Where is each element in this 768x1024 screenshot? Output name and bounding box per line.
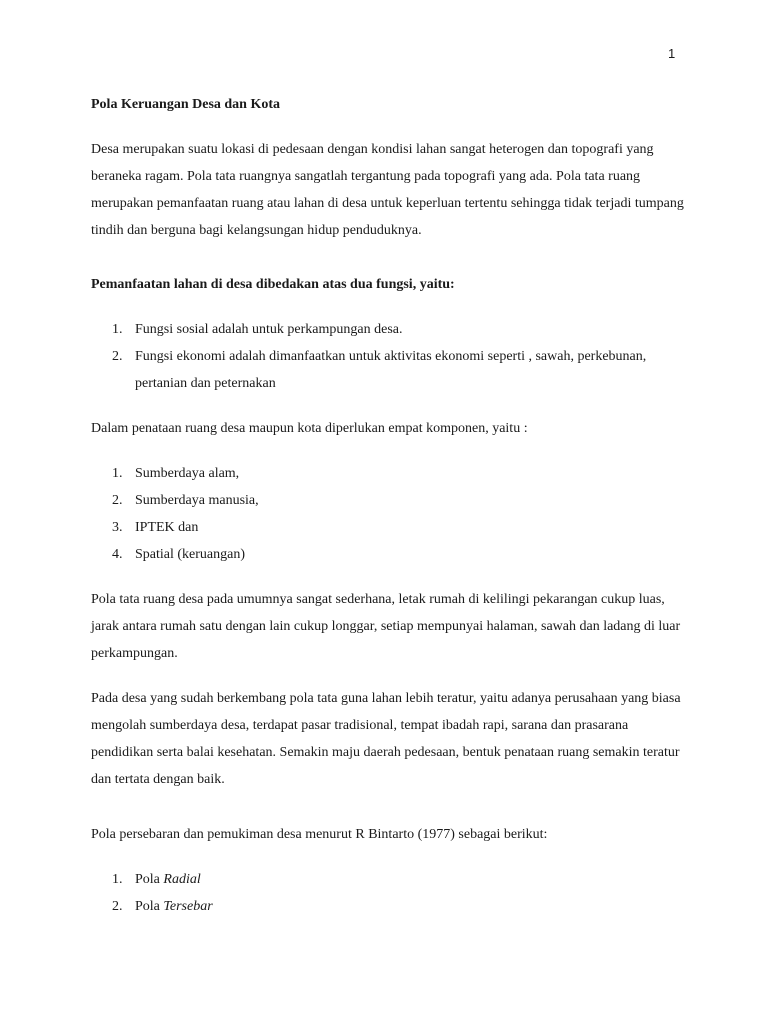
list-number: 1.: [112, 872, 123, 887]
fungsi-list: [91, 316, 691, 397]
berkembang-paragraph: Pada desa yang sudah berkembang pola tata guna lahan lebih teratur, yaitu adanya perusahaan yang biasa mengolah sumberdaya desa, terdapat pasar tradisional, tempat ibadah rapi, sarana dan prasarana pendidikan serta balai kesehatan. Semakin maju daerah pedesaan, bentuk penataan ruang semakin teratur dan tertata dengan baik.: [91, 691, 681, 787]
list-number: 2.: [112, 349, 123, 364]
list-number: 4.: [112, 547, 123, 562]
komponen-list: [91, 460, 691, 568]
komponen-intro: Dalam penataan ruang desa maupun kota diperlukan empat komponen, yaitu :: [91, 421, 528, 436]
list-term: Tersebar: [163, 899, 213, 914]
list-number: 2.: [112, 899, 123, 914]
list-prefix: Pola: [135, 872, 164, 887]
persebaran-intro: Pola persebaran dan pemukiman desa menurut R Bintarto (1977) sebagai berikut:: [91, 827, 548, 842]
list-number: 1.: [112, 322, 123, 337]
list-text: Spatial (keruangan): [135, 547, 246, 562]
document-title: Pola Keruangan Desa dan Kota: [91, 97, 281, 112]
list-text: Sumberdaya alam,: [135, 466, 240, 481]
list-item: [91, 541, 691, 568]
page-number: 1: [668, 46, 676, 61]
document-body: [91, 91, 691, 938]
list-text: Fungsi ekonomi adalah dimanfaatkan untuk aktivitas ekonomi seperti , sawah, perkebunan, pertanian dan peternakan: [135, 349, 647, 391]
list-item: [91, 487, 691, 514]
list-term: Radial: [163, 872, 201, 887]
list-text: IPTEK dan: [135, 520, 199, 535]
fungsi-heading: Pemanfaatan lahan di desa dibedakan atas dua fungsi, yaitu:: [91, 277, 455, 292]
list-item: [91, 866, 691, 893]
intro-paragraph: Desa merupakan suatu lokasi di pedesaan dengan kondisi lahan sangat heterogen dan topografi yang beraneka ragam. Pola tata ruangnya sangatlah tergantung pada topografi yang ada. Pola tata ruang merupakan pemanfaatan ruang atau lahan di desa untuk keperluan tertentu sehingga tidak terjadi tumpang tindih dan berguna bagi kelangsungan hidup penduduknya.: [91, 142, 684, 238]
list-item: [91, 316, 691, 343]
list-number: 1.: [112, 466, 123, 481]
list-text: Sumberdaya manusia,: [135, 493, 259, 508]
list-item: [91, 460, 691, 487]
list-item: [91, 514, 691, 541]
pola-tata-paragraph: Pola tata ruang desa pada umumnya sangat sederhana, letak rumah di kelilingi pekarangan cukup luas, jarak antara rumah satu dengan lain cukup longgar, setiap mempunyai halaman, sawah dan ladang di luar perkampungan.: [91, 592, 681, 661]
persebaran-list: [91, 866, 691, 920]
list-number: 3.: [112, 520, 123, 535]
list-number: 2.: [112, 493, 123, 508]
list-text: Fungsi sosial adalah untuk perkampungan desa.: [135, 322, 403, 337]
list-item: [91, 343, 691, 397]
list-prefix: Pola: [135, 899, 164, 914]
list-item: [91, 893, 691, 920]
